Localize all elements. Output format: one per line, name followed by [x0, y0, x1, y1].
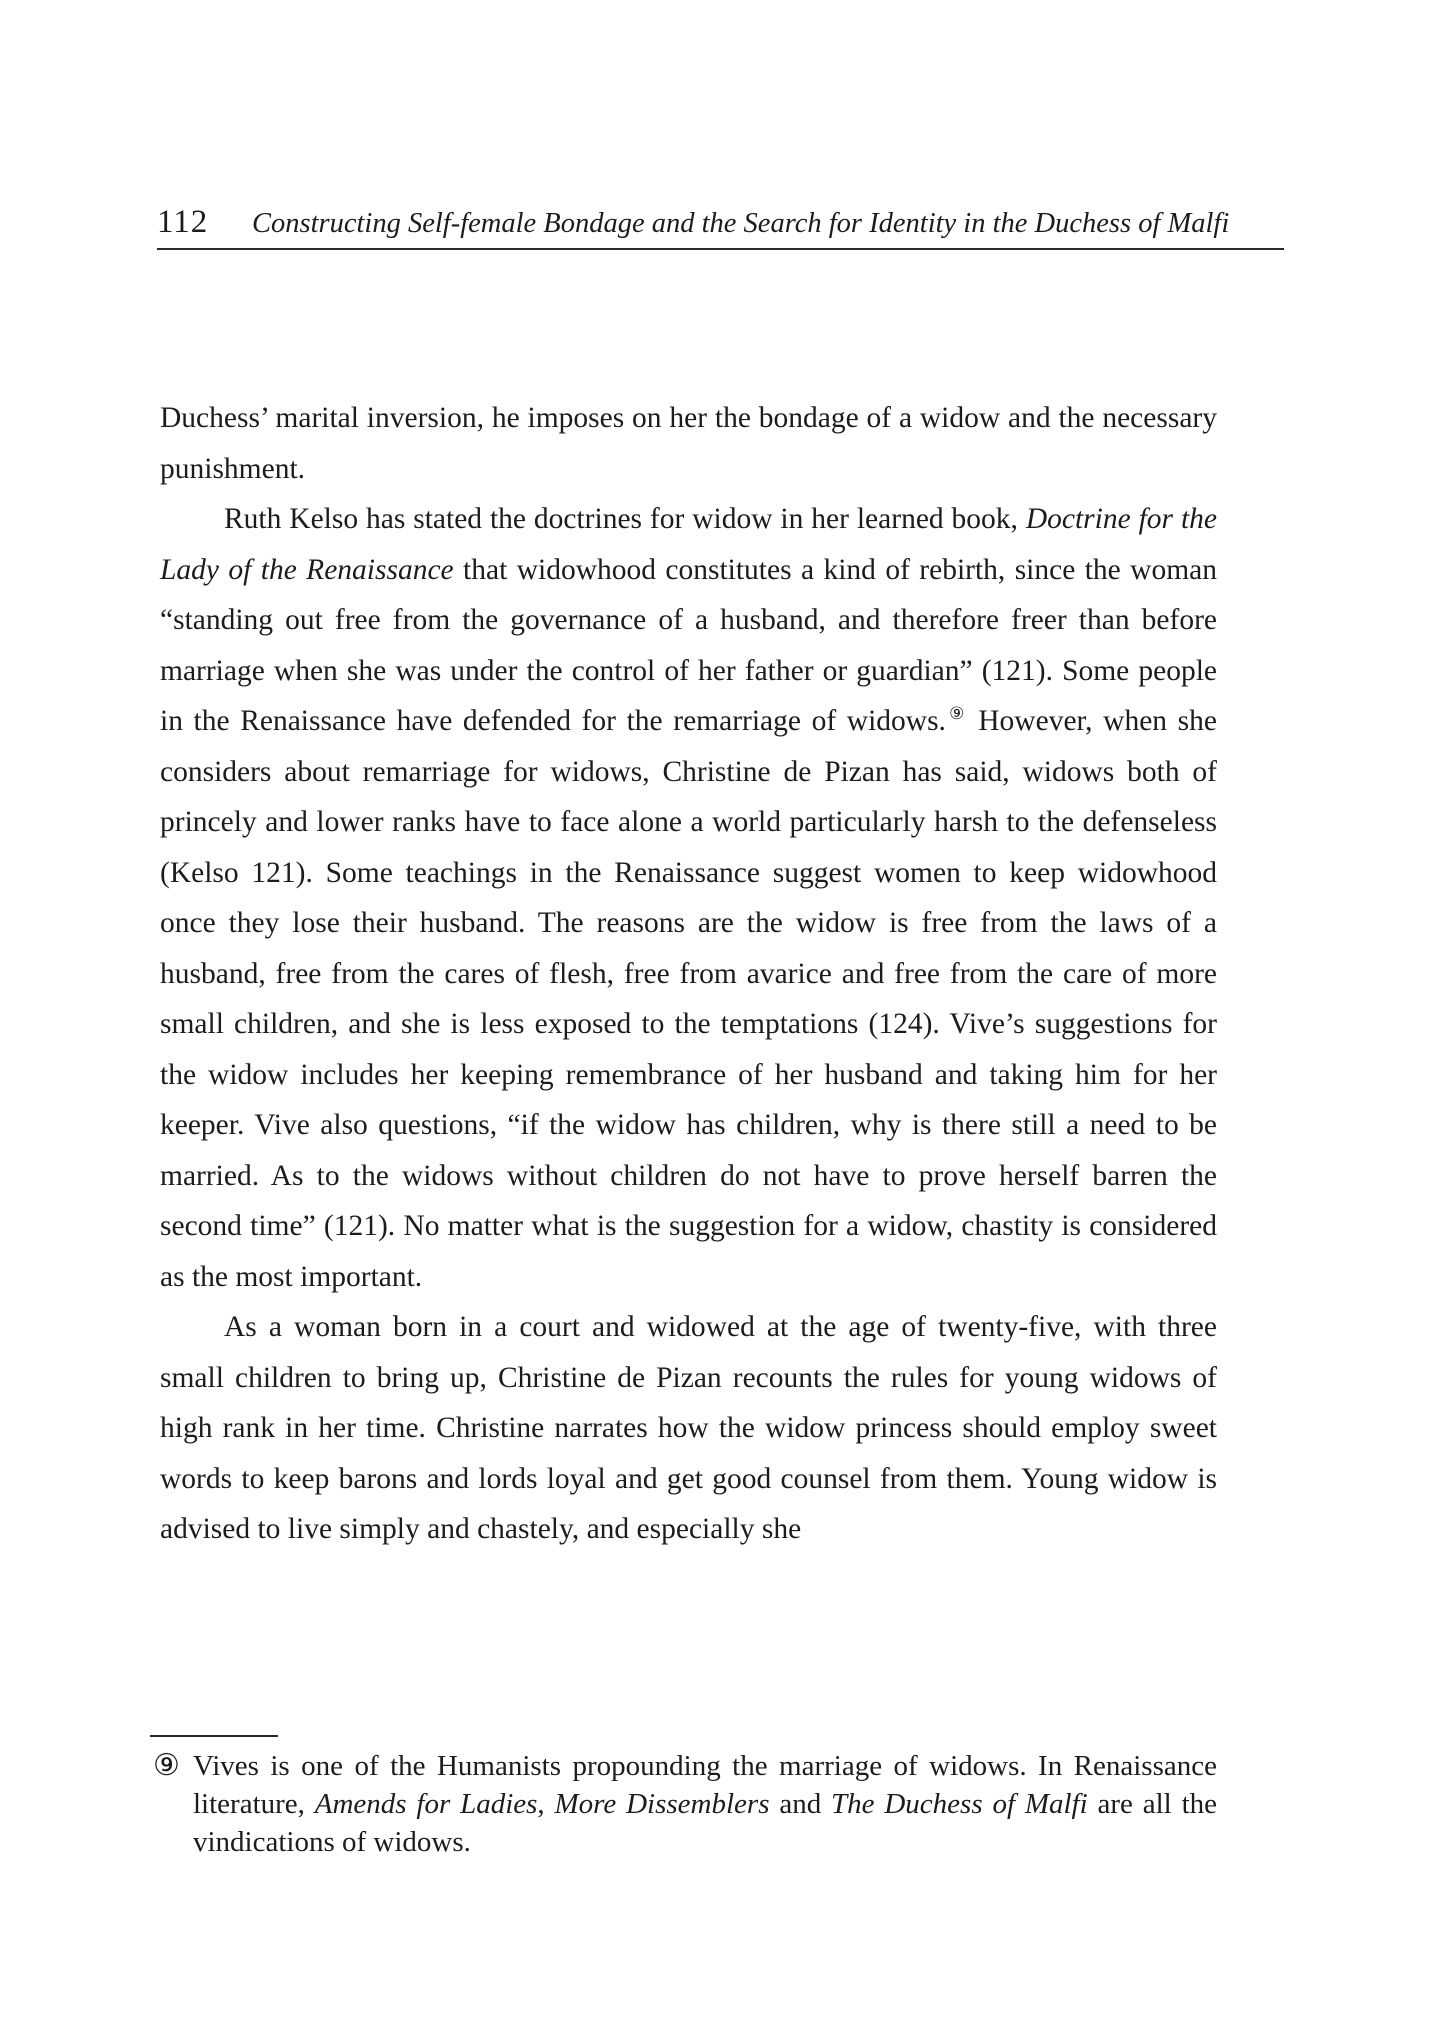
paragraph-1: Duchess’ marital inversion, he imposes on her the bondage of a widow and the necessary punishment. — [160, 402, 1217, 485]
footnote-marker[interactable]: ⑨ — [945, 704, 968, 724]
paragraph-2-text-c: However, when she considers about remarriage for widows, Christine de Pizan has said, widows both of princely and lower ranks have to face alone a world particularly harsh to the defenseless (Kelso 121). Some teachings in the Renaissance suggest women to keep widowhood once they lose their husband. The reasons are the widow is free from the laws of a husband, free from the cares of flesh, free from avarice and free from the care of more small children, and she is less exposed to the temptations (124). Vive’s suggestions for the widow includes her keeping remembrance of her husband and taking him for her keeper. Vive also questions, “if the widow has children, why is there still a need to be married. As to the widows without children do not have to prove herself barren the second time” (121). No matter what is the suggestion for a widow, chastity is considered as the most important. — [160, 705, 1217, 1293]
footnote-text-b: are all the vindications of widows. — [193, 1788, 1218, 1858]
running-header — [157, 202, 1284, 250]
page-number: 112 — [157, 204, 209, 240]
paragraph-3: As a woman born in a court and widowed at the age of twenty-five, with three small children to bring up, Christine de Pizan recounts the rules for young widows of high rank in her time. Christine narrates how the widow princess should employ sweet words to keep barons and lords loyal and get good counsel from them. Young widow is advised to live simply and chastely, and especially she — [160, 1311, 1217, 1545]
footnote-sep-2: and — [769, 1788, 832, 1820]
paragraph-2-text-a: Ruth Kelso has stated the doctrines for widow in her learned book, — [224, 503, 1026, 535]
running-title: Constructing Self-female Bondage and the Search for Identity in the Duchess of Malfi — [252, 208, 1230, 239]
footnote-title-1: Amends for Ladies — [314, 1788, 538, 1820]
footnote-divider — [150, 1735, 278, 1737]
footnote-text-a: Vives is one of the Humanists propounding the marriage of widows. In Renaissance literature, — [193, 1750, 1217, 1820]
body-text — [160, 393, 1217, 1555]
footnote-text — [193, 1747, 1217, 1861]
footnote — [153, 1747, 1217, 1861]
paragraph-2-text-b: that widowhood constitutes a kind of rebirth, since the woman “standing out free from the governance of a husband, and therefore freer than before marriage when she was under the control of her father or guardian” (121). Some people in the Renaissance have defended for the remarriage of widows. — [160, 553, 1217, 737]
book-title: Doctrine for the Lady of the Renaissance — [160, 503, 1217, 586]
footnote-title-3: The Duchess of Malfi — [831, 1788, 1088, 1820]
paragraph-2 — [160, 494, 1217, 1302]
footnote-sep-1: , — [537, 1788, 555, 1820]
footnote-number: ⑨ — [153, 1749, 180, 1782]
footnote-title-2: More Dissemblers — [554, 1788, 770, 1820]
